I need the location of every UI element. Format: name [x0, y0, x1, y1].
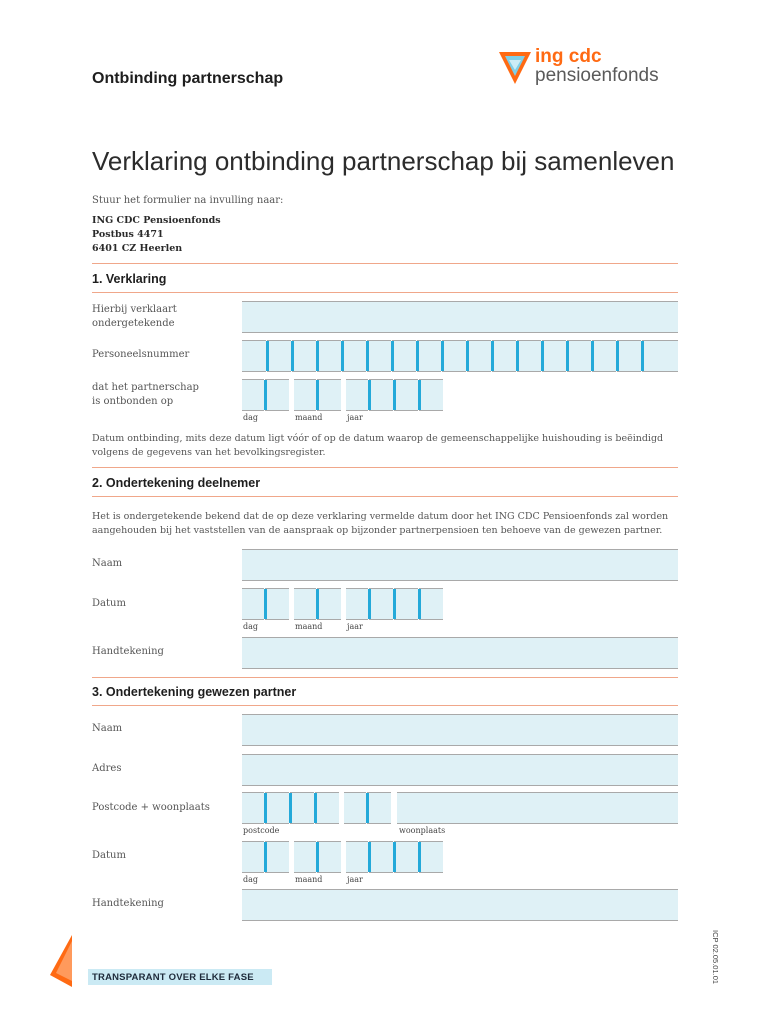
declares-label: Hierbij verklaart ondergetekende	[92, 304, 177, 329]
ex-partner-address-field[interactable]	[242, 754, 678, 786]
address-line: 6401 CZ Heerlen	[92, 243, 183, 254]
personnel-number-label: Personeelsnummer	[92, 349, 190, 360]
participant-signature-field[interactable]	[242, 637, 678, 669]
postcode-city-label: Postcode + woonplaats	[92, 802, 210, 813]
divider	[92, 467, 678, 468]
participant-signature-label: Handtekening	[92, 646, 164, 657]
footer-tagline: TRANSPARANT OVER ELKE FASE	[92, 972, 254, 983]
ing-cdc-logo-icon	[497, 48, 533, 86]
ex-partner-signature-field[interactable]	[242, 889, 678, 921]
month-sublabel: maand	[295, 875, 323, 884]
intro-text: Stuur het formulier na invulling naar:	[92, 195, 284, 206]
month-sublabel: maand	[295, 413, 323, 422]
header-title: Ontbinding partnerschap	[92, 70, 284, 87]
participant-date-label: Datum	[92, 598, 126, 609]
section-2-heading: 2. Ondertekening deelnemer	[92, 476, 261, 490]
ex-partner-name-label: Naam	[92, 723, 123, 734]
month-sublabel: maand	[295, 622, 323, 631]
dissolution-date-note: Datum ontbinding, mits deze datum ligt vóór of op de datum waarop de gemeenschappelijke huishouding is beëindigd volgens de gegevens van het bevolkingsregister.	[92, 433, 664, 458]
divider	[92, 496, 678, 497]
section-3-heading: 3. Ondertekening gewezen partner	[92, 685, 297, 699]
form-code: ICP 02.05.01.01	[711, 930, 720, 985]
postcode-sublabel: postcode	[243, 826, 280, 835]
logo-text-brand: ing cdc	[535, 46, 602, 67]
ex-partner-signature-label: Handtekening	[92, 898, 164, 909]
participant-name-label: Naam	[92, 558, 123, 569]
address-line: ING CDC Pensioenfonds	[92, 215, 221, 226]
participant-statement: Het is ondergetekende bekend dat de op deze verklaring vermelde datum door het ING CDC Pensioenfonds zal worden aangehouden bij het vaststellen van de aanspraak op bijzonder partnerpensioen ten behoeve van de gewezen partner.	[92, 511, 669, 536]
partnership-dissolved-label: dat het partnerschap is ontbonden op	[92, 382, 199, 407]
year-sublabel: jaar	[347, 622, 363, 631]
divider	[92, 292, 678, 293]
day-sublabel: dag	[243, 413, 259, 422]
mailing-address	[92, 214, 221, 256]
ex-partner-address-label: Adres	[92, 763, 122, 774]
divider	[92, 263, 678, 264]
divider	[92, 677, 678, 678]
year-sublabel: jaar	[347, 413, 363, 422]
city-field[interactable]	[397, 792, 678, 824]
logo-text-fund: pensioenfonds	[535, 65, 659, 86]
year-sublabel: jaar	[347, 875, 363, 884]
day-sublabel: dag	[243, 875, 259, 884]
address-line: Postbus 4471	[92, 229, 164, 240]
participant-name-field[interactable]	[242, 549, 678, 581]
city-sublabel: woonplaats	[399, 826, 446, 835]
ex-partner-date-label: Datum	[92, 850, 126, 861]
document-title: Verklaring ontbinding partnerschap bij samenleven	[92, 146, 675, 176]
section-1-heading: 1. Verklaring	[92, 272, 167, 286]
divider	[92, 705, 678, 706]
ex-partner-name-field[interactable]	[242, 714, 678, 746]
day-sublabel: dag	[243, 622, 259, 631]
orange-triangle-icon	[50, 935, 74, 987]
declarant-name-field[interactable]	[242, 301, 678, 333]
